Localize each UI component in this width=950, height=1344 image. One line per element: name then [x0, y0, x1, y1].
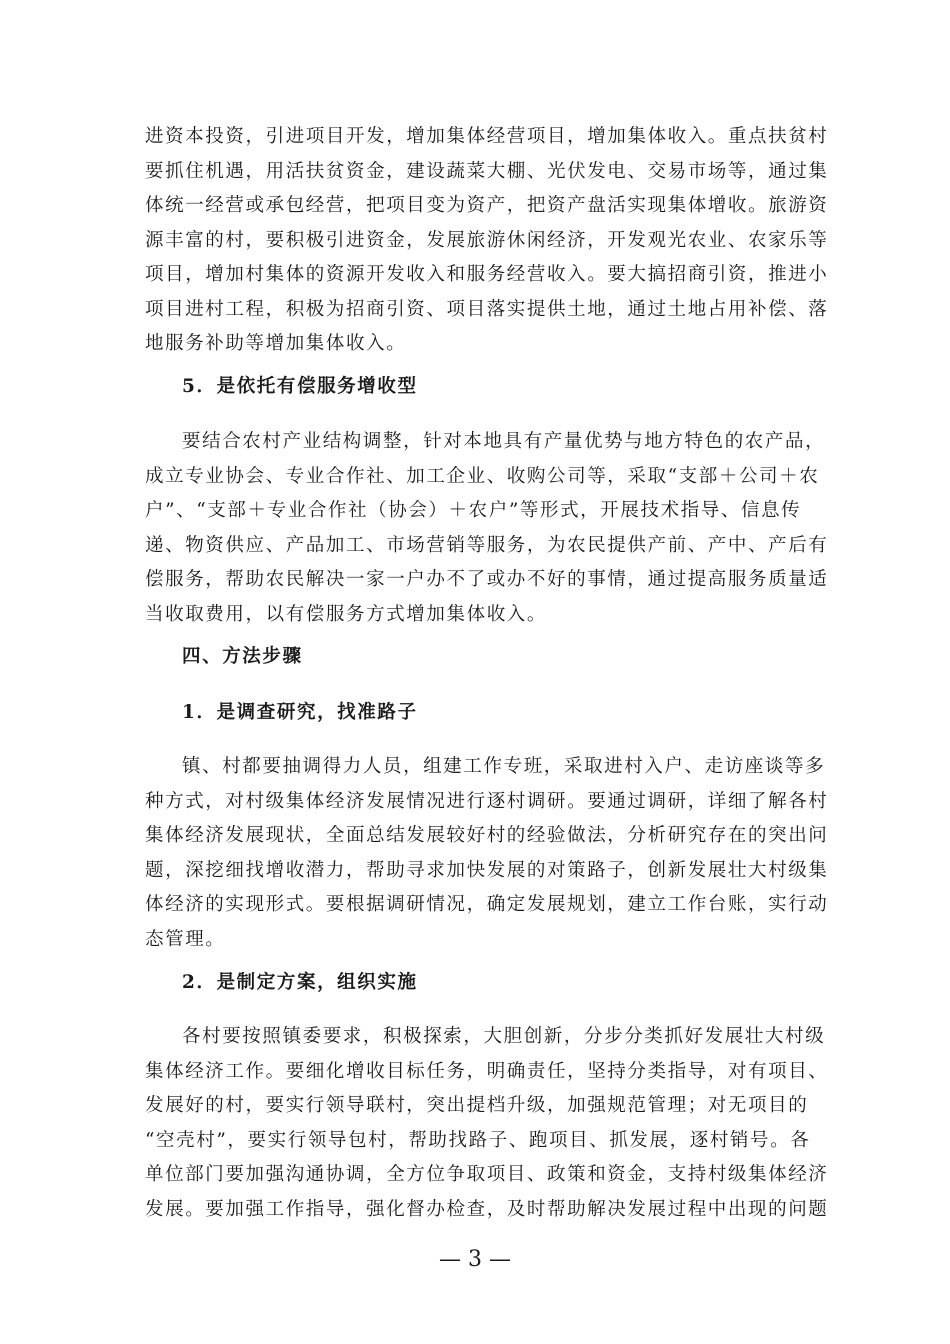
page-number: — 3 — — [439, 1247, 511, 1272]
text-line: 态管理。 — [145, 928, 226, 950]
text-line: “空壳村”，要实行领导包村，帮助找路子、跑项目、抓发展，逐村销号。各 — [145, 1129, 811, 1151]
section-heading-methods: 四、方法步骤 — [182, 646, 303, 667]
text-line: 种方式，对村级集体经济发展情况进行逐村调研。要通过调研，详细了解各村 — [145, 790, 829, 812]
text-line: 当收取费用，以有偿服务方式增加集体收入。 — [145, 603, 548, 625]
text-line: 成立专业协会、专业合作社、加工企业、收购公司等，采取“支部＋公司＋农 — [145, 465, 820, 487]
subheading-research: 1．是调查研究，找准路子 — [182, 702, 418, 723]
text-line: 各村要按照镇委要求，积极探索，大胆创新，分步分类抓好发展壮大村级 — [182, 1026, 826, 1047]
text-line: 单位部门要加强沟通协调，全方位争取项目、政策和资金，支持村级集体经济 — [145, 1164, 829, 1185]
paragraph-plan — [145, 1020, 829, 1227]
text-line: 体统一经营或承包经营，把项目变为资产，把资产盘活实现集体增收。旅游资 — [145, 195, 829, 216]
text-line: 题，深挖细找增收潜力，帮助寻求加快发展的对策路子，创新发展壮大村级集 — [145, 859, 829, 881]
subheading-plan: 2．是制定方案，组织实施 — [182, 972, 418, 993]
paragraph-paid-services — [145, 425, 829, 632]
subheading-paid-services: 5．是依托有偿服务增收型 — [182, 376, 418, 397]
text-line: 源丰富的村，要积极引进资金，发展旅游休闲经济，开发观光农业、农家乐等 — [145, 229, 829, 251]
paragraph-continuation — [145, 120, 829, 362]
text-line: 发展好的村，要实行领导联村，突出提档升级，加强规范管理；对无项目的 — [145, 1095, 809, 1116]
text-line: 进资本投资，引进项目开发，增加集体经营项目，增加集体收入。重点扶贫村 — [145, 126, 829, 147]
text-line: 户”、“支部＋专业合作社（协会）＋农户”等形式，开展技术指导、信息传 — [145, 500, 802, 521]
text-line: 项目进村工程，积极为招商引资、项目落实提供土地，通过土地占用补偿、落 — [145, 298, 829, 320]
text-line: 偿服务，帮助农民解决一家一户办不了或办不好的事情，通过提高服务质量适 — [145, 569, 829, 590]
text-line: 项目，增加村集体的资源开发收入和服务经营收入。要大搞招商引资，推进小 — [145, 264, 829, 285]
paragraph-research — [145, 750, 829, 957]
text-line: 发展。要加强工作指导，强化督办检查，及时帮助解决发展过程中出现的问题 — [145, 1198, 829, 1220]
text-line: 集体经济发展现状，全面总结发展较好村的经验做法，分析研究存在的突出问 — [145, 825, 829, 846]
text-line: 集体经济工作。要细化增收目标任务，明确责任，坚持分类指导，对有项目、 — [145, 1060, 829, 1082]
text-line: 地服务补助等增加集体收入。 — [145, 333, 407, 354]
text-line: 递、物资供应、产品加工、市场营销等服务，为农民提供产前、产中、产后有 — [145, 534, 829, 556]
text-line: 要结合农村产业结构调整，针对本地具有产量优势与地方特色的农产品， — [182, 431, 826, 452]
text-line: 体经济的实现形式。要根据调研情况，确定发展规划，建立工作台账，实行动 — [145, 894, 829, 915]
text-line: 镇、村都要抽调得力人员，组建工作专班，采取进村入户、走访座谈等多 — [182, 756, 826, 777]
text-line: 要抓住机遇，用活扶贫资金，建设蔬菜大棚、光伏发电、交易市场等，通过集 — [145, 160, 829, 182]
